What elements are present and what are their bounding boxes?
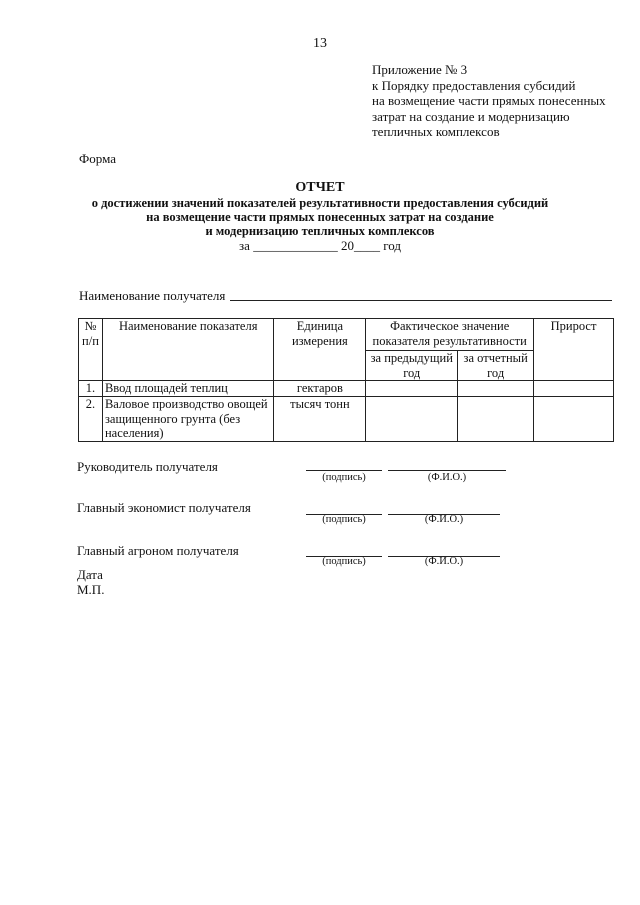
appendix-line: на возмещение части прямых понесенных (372, 93, 606, 109)
signature-caption: (подпись) (322, 472, 366, 483)
cell-growth[interactable] (534, 381, 614, 397)
report-table (78, 318, 614, 442)
recipient-field-line[interactable] (230, 300, 612, 301)
table-row (79, 381, 614, 397)
row-num: 1. (79, 381, 103, 397)
signature-label: Руководитель получателя (77, 459, 218, 474)
header-growth: Прирост (534, 319, 614, 381)
header-prev-year: за предыдущий год (366, 351, 458, 381)
fio-caption: (Ф.И.О.) (424, 514, 464, 525)
fio-caption: (Ф.И.О.) (427, 472, 467, 483)
title-period: за _____________ 20____ год (239, 238, 401, 253)
header-unit: Единица измерения (274, 319, 366, 381)
appendix-line: затрат на создание и модернизацию (372, 108, 570, 124)
row-unit: тысяч тонн (274, 397, 366, 442)
cell-prev[interactable] (366, 397, 458, 442)
title-main: ОТЧЕТ (295, 180, 345, 195)
cell-curr[interactable] (458, 381, 534, 397)
cell-prev[interactable] (366, 381, 458, 397)
date-label: Дата (77, 567, 103, 582)
signature-caption: (подпись) (322, 556, 366, 567)
cell-curr[interactable] (458, 397, 534, 442)
row-unit: гектаров (274, 381, 366, 397)
page-number: 13 (313, 36, 327, 51)
header-num: № п/п (79, 319, 103, 381)
row-name: Валовое производство овощей защищенного грунта (без населения) (102, 397, 274, 442)
recipient-label: Наименование получателя (79, 288, 226, 303)
table-row (79, 397, 614, 442)
signature-line[interactable] (306, 469, 382, 471)
title-line: на возмещение части прямых понесенных затрат на создание (146, 210, 494, 224)
fio-line[interactable] (388, 469, 506, 471)
title-line: о достижении значений показателей результативности предоставления субсидий (91, 196, 549, 210)
row-num: 2. (79, 397, 103, 442)
fio-caption: (Ф.И.О.) (424, 556, 464, 567)
form-label: Форма (79, 151, 116, 166)
appendix-note (372, 62, 606, 140)
cell-growth[interactable] (534, 397, 614, 442)
row-name: Ввод площадей теплиц (102, 381, 274, 397)
appendix-line: тепличных комплексов (372, 124, 500, 140)
footer (77, 567, 104, 597)
signature-label: Главный экономист получателя (77, 500, 251, 515)
header-actual: Фактическое значение показателя результативности (366, 319, 534, 351)
stamp-label: М.П. (77, 582, 105, 597)
header-curr-year: за отчетный год (458, 351, 534, 381)
appendix-line: Приложение № 3 (372, 62, 468, 77)
signature-caption: (подпись) (322, 514, 366, 525)
title-line: и модернизацию тепличных комплексов (205, 224, 435, 238)
report-title (0, 180, 640, 253)
header-name: Наименование показателя (102, 319, 274, 381)
appendix-line: к Порядку предоставления субсидий (372, 77, 576, 93)
signature-label: Главный агроном получателя (77, 543, 239, 558)
